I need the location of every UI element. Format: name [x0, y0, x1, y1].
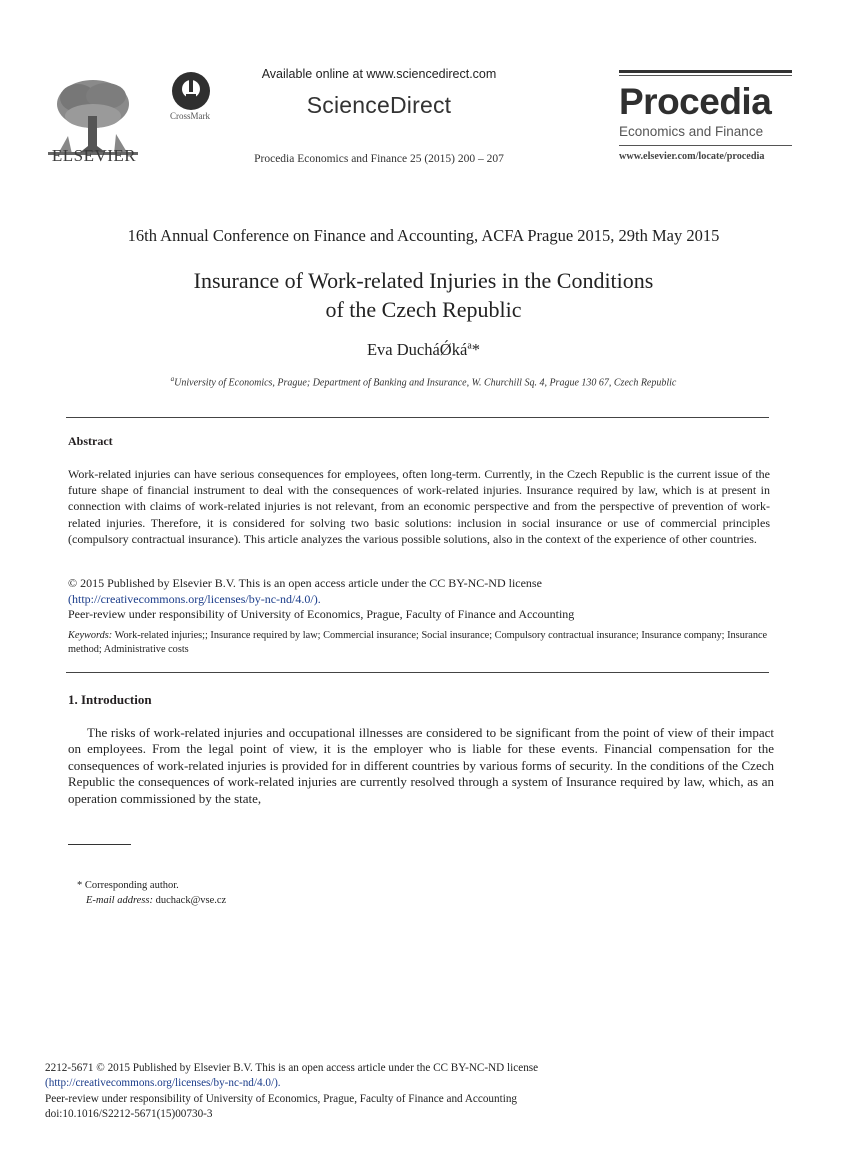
elsevier-wordmark: ELSEVIER [51, 146, 137, 165]
peer-review-line: Peer-review under responsibility of University of Economics, Prague, Faculty of Finance and Accounting [68, 607, 575, 621]
procedia-journal-logo [619, 70, 792, 162]
bottom-license-link[interactable]: (http://creativecommons.org/licenses/by-nc-nd/4.0/). [45, 1077, 281, 1090]
license-link[interactable]: (http://creativecommons.org/licenses/by-nc-nd/4.0/). [68, 591, 321, 606]
keywords-label: Keywords: [68, 630, 113, 641]
paper-title [60, 266, 787, 324]
procedia-bottom-rule [619, 145, 792, 146]
author-affiliation-mark: a [467, 340, 472, 352]
issn-line: 2212-5671 © 2015 Published by Elsevier B.V. This is an open access article under the CC BY-NC-ND license [45, 1062, 539, 1074]
bottom-license-block [45, 1061, 805, 1122]
footnote-corresponding-author: * Corresponding author. [77, 880, 179, 891]
footnote-email [86, 895, 226, 906]
sciencedirect-wordmark[interactable]: ScienceDirect [306, 92, 452, 118]
author-name: Eva DucháǾká [366, 340, 468, 359]
journal-citation: Procedia Economics and Finance 25 (2015) 200 – 207 [254, 153, 504, 165]
conference-line: 16th Annual Conference on Finance and Accounting, ACFA Prague 2015, 29th May 2015 [127, 226, 720, 245]
divider-top [66, 417, 769, 418]
crossmark-icon[interactable] [170, 70, 212, 112]
email-address[interactable]: duchack@vse.cz [152, 895, 227, 906]
introduction-paragraph: The risks of work-related injuries and occupational illnesses are considered to be significant from the point of view of their impact on employees. From the legal point of view, it is the employer who is liable for these events. Financial compensation for the consequences of work-related injuries is provided for in different countries by various forms of security. In the conditions of the Czech Republic the consequences of work-related injuries are currently resolved through a system of Insurance required by law, which, as an operation commissioned by the state, [68, 725, 774, 806]
footnote-rule [68, 844, 131, 845]
procedia-top-rule [619, 70, 792, 73]
keywords-list: Work-related injuries;; Insurance required by law; Commercial insurance; Social insurance; Compulsory contractual insurance; Insurance company; Insurance method; Administrative costs [68, 630, 768, 655]
email-label: E-mail address: [86, 895, 153, 906]
affiliation-mark: a [170, 375, 175, 383]
paper-title-line-2: of the Czech Republic [325, 297, 522, 322]
abstract-text: Work-related injuries can have serious consequences for employees, often long-term. Currently, in the Czech Republic is the current issue of the future shape of financial instrument to deal with the consequences of work-related injuries. Insurance required by law, which is at present in connection with claims of work-related injuries is not relevant, from an economic perspective and from the perspective of prevention of work-related injuries. Therefore, it is considered for solving two basic solutions: inclusion in social insurance or use of commercial principles (compulsory contractual insurance). This article analyzes the various possible solutions, also in the context of the experience of other countries. [68, 467, 770, 546]
license-block [68, 576, 770, 623]
bottom-peer-review: Peer-review under responsibility of University of Economics, Prague, Faculty of Finance and Accounting [45, 1092, 518, 1105]
paper-title-line-1: Insurance of Work-related Injuries in the Conditions [193, 268, 654, 293]
procedia-top-rule-thin [619, 75, 792, 76]
procedia-url[interactable]: www.elsevier.com/locate/procedia [619, 151, 765, 162]
available-online-text: Available online at www.sciencedirect.com [261, 67, 497, 81]
procedia-subtitle: Economics and Finance [619, 124, 764, 139]
author-line [100, 340, 747, 360]
affiliation-text: University of Economics, Prague; Department of Banking and Insurance, W. Churchill Sq. 4, Prague 130 67, Czech Republic [174, 377, 677, 389]
doi-line[interactable]: doi:10.1016/S2212-5671(15)00730-3 [45, 1107, 213, 1120]
divider-bottom [66, 672, 769, 673]
keywords [68, 629, 770, 657]
crossmark-label: CrossMark [170, 111, 210, 121]
abstract-heading: Abstract [68, 434, 113, 448]
procedia-title: Procedia [619, 81, 772, 122]
affiliation [40, 375, 807, 388]
license-line: © 2015 Published by Elsevier B.V. This is an open access article under the CC BY-NC-ND license [68, 576, 542, 590]
author-corresponding-star: * [471, 340, 481, 359]
section-heading-introduction: 1. Introduction [68, 692, 152, 707]
